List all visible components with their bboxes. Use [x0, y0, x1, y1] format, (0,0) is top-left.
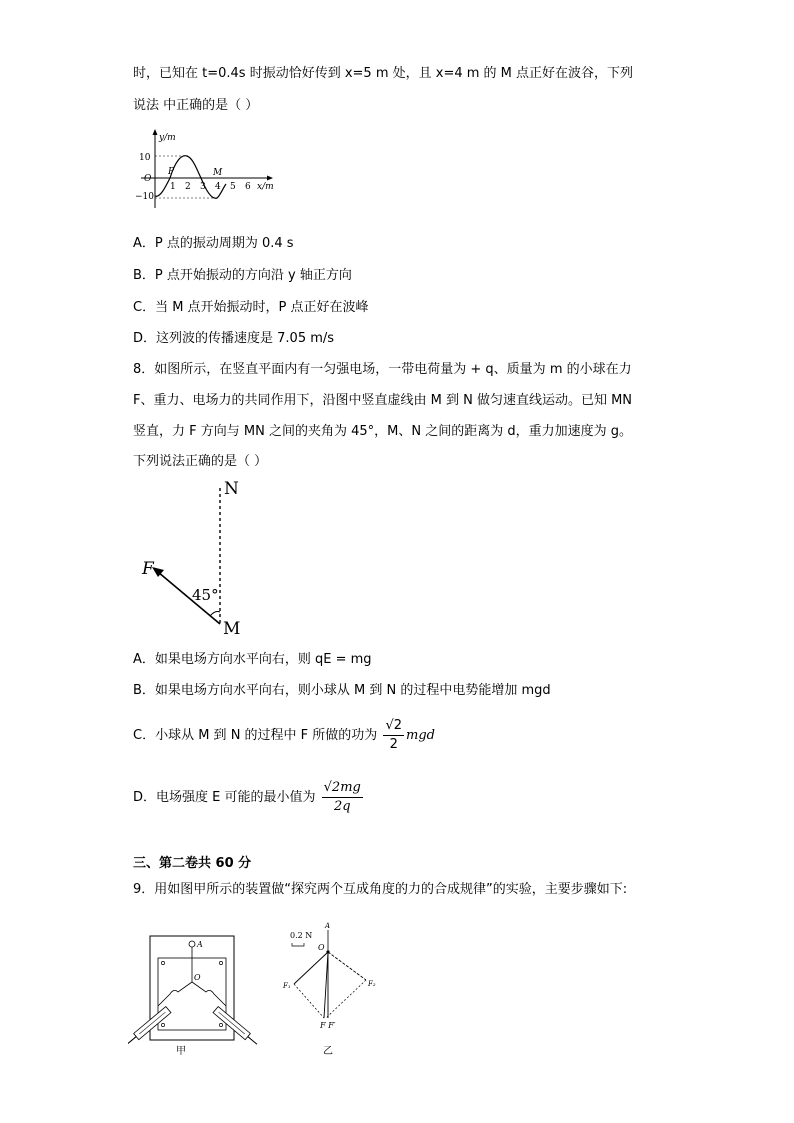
x-tick-4: 4 [215, 182, 221, 192]
force-diagram [138, 478, 258, 643]
yi-label-a: A [325, 922, 331, 930]
option-d-prefix: D．电场强度 E 可能的最小值为 [133, 790, 316, 805]
option-d-fraction [322, 779, 363, 816]
x-tick-5: 5 [230, 182, 236, 192]
x-tick-6: 6 [245, 182, 251, 192]
q9-line1: 9．用如图甲所示的装置做“探究两个互成角度的力的合成规律”的实验，主要步骤如下: [133, 882, 628, 897]
q7-option-b: B．P 点开始振动的方向沿 y 轴正方向 [133, 268, 352, 283]
point-p-label: P [168, 167, 175, 177]
wave-graph [133, 126, 283, 216]
yi-label-f2: F₂ [368, 980, 376, 988]
q8-option-b: B．如果电场方向水平向右，则小球从 M 到 N 的过程中电势能增加 mgd [133, 683, 551, 698]
point-m-label: M [213, 168, 223, 178]
q7-option-d: D．这列波的传播速度是 7.05 m/s [133, 331, 335, 346]
q7-intro-line1: 时，已知在 t=0.4s 时振动恰好传到 x=5 m 处，且 x=4 m 的 M 点正好在波谷，下列 [133, 66, 634, 81]
q7-option-c: C．当 M 点开始振动时，P 点正好在波峰 [133, 300, 369, 315]
option-c-fraction [383, 717, 404, 754]
section-title: 三、第二卷共 60 分 [133, 856, 252, 871]
q8-line3: 竖直，力 F 方向与 MN 之间的夹角为 45°，M、N 之间的距离为 d，重力加速度为 g。 [133, 424, 632, 439]
angle-label: 45° [192, 586, 219, 604]
x-tick-2: 2 [185, 182, 191, 192]
yi-label-f1: F₁ [283, 982, 291, 990]
figure-yi [280, 918, 390, 1058]
yi-label-o: O [318, 943, 325, 952]
option-d-numerator: √2mg [322, 779, 363, 798]
x-tick-1: 1 [170, 182, 176, 192]
jia-caption: 甲 [176, 1046, 186, 1057]
yi-scale-label: 0.2 N [290, 931, 313, 940]
x-axis-label: x/m [257, 182, 274, 192]
y-tick-neg: −10 [135, 192, 154, 202]
jia-label-a: A [197, 940, 203, 949]
q7-intro-line2: 说法 中正确的是（ ） [133, 98, 259, 113]
jia-label-o: O [194, 973, 201, 982]
q7-option-a: A．P 点的振动周期为 0.4 s [133, 236, 294, 251]
q8-line2: F、重力、电场力的共同作用下，沿图中竖直虚线由 M 到 N 做匀速直线运动。已知 MN [133, 393, 633, 408]
x-tick-3: 3 [200, 182, 206, 192]
label-n: N [224, 479, 239, 499]
y-tick-pos: 10 [139, 153, 151, 163]
label-f: F [142, 559, 154, 579]
option-c-prefix: C．小球从 M 到 N 的过程中 F 所做的功为 [133, 728, 378, 743]
option-d-denominator: 2q [333, 799, 351, 814]
q8-option-d [133, 776, 365, 820]
option-c-denominator: 2 [389, 737, 398, 752]
option-c-numerator: √2 [383, 717, 404, 736]
figure-jia [128, 930, 263, 1060]
q8-line4: 下列说法正确的是（ ） [133, 454, 268, 469]
q8-line1: 8．如图所示，在竖直平面内有一匀强电场，一带电荷量为 + q、质量为 m 的小球在力 [133, 362, 632, 377]
y-axis-label: y/m [159, 133, 176, 143]
q8-option-a: A．如果电场方向水平向右，则 qE = mg [133, 652, 372, 667]
option-c-suffix: mgd [406, 728, 435, 743]
label-m: M [223, 619, 241, 639]
yi-caption: 乙 [323, 1046, 333, 1057]
origin-label: O [144, 174, 152, 184]
yi-label-f: F F′ [320, 1021, 336, 1030]
q8-option-c [133, 714, 435, 758]
